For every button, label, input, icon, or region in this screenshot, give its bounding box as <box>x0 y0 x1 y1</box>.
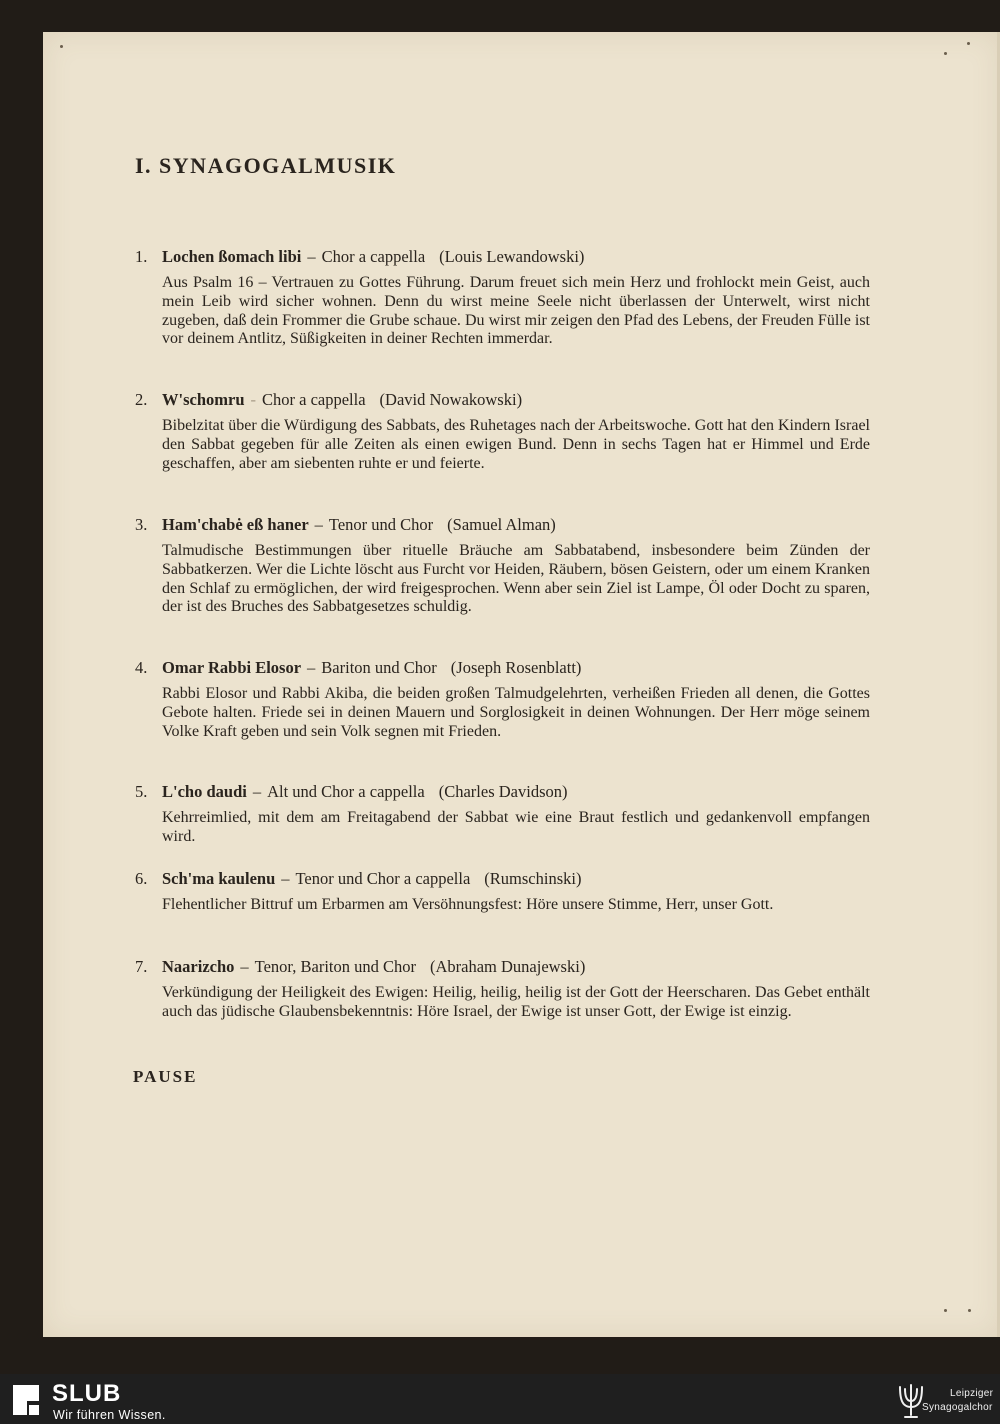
partner-name-line1[interactable]: Leipziger <box>950 1388 994 1399</box>
item-number: 2. <box>135 390 148 409</box>
dash-separator: – <box>307 247 316 266</box>
piece-title: Lochen ßomach libi <box>162 247 302 266</box>
slub-tagline: Wir führen Wissen. <box>53 1408 166 1422</box>
dash-separator: – <box>240 957 249 976</box>
piece-description: Verkündigung der Heiligkeit des Ewigen: Heilig, heilig, heilig ist der Gott der Heerscharen. Das Gebet enthält auch das jüdische Glaubensbekenntnis: Höre Israel, der Ewige ist unser Gott, der Ewige ist einzig. <box>162 984 870 1020</box>
slub-logo-icon[interactable] <box>11 1383 41 1417</box>
paper-speck <box>967 42 970 45</box>
performance-forces: Chor a cappella <box>321 247 426 266</box>
program-item <box>135 868 870 915</box>
item-number: 3. <box>135 515 148 534</box>
paper-speck <box>944 1309 947 1312</box>
program-item-header <box>135 657 870 679</box>
program-item <box>135 781 870 847</box>
slub-brand[interactable]: SLUB <box>52 1380 122 1407</box>
composer-name: (Samuel Alman) <box>447 515 556 534</box>
composer-name: (Joseph Rosenblatt) <box>450 658 582 677</box>
program-item <box>135 657 870 741</box>
program-item-header <box>135 781 870 803</box>
item-number: 7. <box>135 957 148 976</box>
composer-name: (Rumschinski) <box>484 869 582 888</box>
program-item <box>135 514 870 617</box>
performance-forces: Tenor, Bariton und Chor <box>254 957 416 976</box>
piece-title: L'cho daudi <box>162 782 247 801</box>
program-item-header <box>135 389 870 411</box>
piece-description: Aus Psalm 16 – Vertrauen zu Gottes Führung. Darum freuet sich mein Herz und frohlockt mein Geist, auch mein Leib wird sicher wohnen. Denn du wirst meine Seele nicht überlassen der Unterwelt, wirst nicht zugeben, daß dein Frommer die Grube schaue. Du wirst mir zeigen den Pfad des Lebens, der Freuden Fülle ist vor deinem Antlitz, Süßigkeiten in deiner Rechten immerdar. <box>162 274 870 348</box>
performance-forces: Tenor und Chor a cappella <box>295 869 471 888</box>
dash-separator: – <box>252 782 262 801</box>
paper-speck <box>968 1309 971 1312</box>
piece-title: W'schomru <box>162 390 245 409</box>
item-number: 4. <box>135 658 148 677</box>
piece-description: Bibelzitat über die Würdigung des Sabbats, des Ruhetages nach der Arbeitswoche. Gott hat den Kindern Israel den Sabbat gegeben für alle Zeiten als einen ewigen Bund. Denn in sechs Tagen hat er Himmel und Erde geschaffen, aber am siebenten ruhte er und feierte. <box>162 417 870 472</box>
dash-separator: - <box>250 390 256 409</box>
program-item-header <box>135 868 870 890</box>
dash-separator: – <box>307 658 316 677</box>
composer-name: (Charles Davidson) <box>438 782 568 801</box>
piece-description: Flehentlicher Bittruf um Erbarmen am Versöhnungsfest: Höre unsere Stimme, Herr, unser Gott. <box>162 896 774 913</box>
performance-forces: Bariton und Chor <box>321 658 437 677</box>
composer-name: (Louis Lewandowski) <box>439 247 585 266</box>
piece-description: Kehrreimlied, mit dem am Freitagabend der Sabbat wie eine Braut festlich und gedankenvoll empfangen wird. <box>162 809 870 845</box>
piece-description: Rabbi Elosor und Rabbi Akiba, die beiden großen Talmudgelehrten, verheißen Frieden all denen, die Gottes Gebote halten. Friede sei in deinen Mauern und Sorglosigkeit in deinen Wohnungen. Der Herr möge seinem Volke Kraft geben und sein Volk segnen mit Frieden. <box>162 685 870 740</box>
section-heading: I. SYNAGOGALMUSIK <box>135 153 397 178</box>
piece-title: Ham'chabė eß haner <box>162 515 309 534</box>
item-number: 1. <box>135 247 148 266</box>
performance-forces: Tenor und Chor <box>328 515 434 534</box>
dash-separator: – <box>281 869 290 888</box>
composer-name: (Abraham Dunajewski) <box>429 957 586 976</box>
paper-speck <box>944 52 947 55</box>
item-number: 6. <box>135 869 148 888</box>
program-item-header <box>135 956 870 978</box>
program-item <box>135 246 870 349</box>
program-item <box>135 956 870 1022</box>
paper-speck <box>60 45 63 48</box>
piece-title: Omar Rabbi Elosor <box>162 658 302 677</box>
piece-title: Naarizcho <box>162 957 235 976</box>
piece-title: Sch'ma kaulenu <box>162 869 276 888</box>
performance-forces: Alt und Chor a cappella <box>267 782 425 801</box>
pause-label: PAUSE <box>133 1067 198 1086</box>
composer-name: (David Nowakowski) <box>379 390 523 409</box>
item-number: 5. <box>135 782 148 801</box>
footer-bar <box>0 1374 1000 1424</box>
partner-name-line2[interactable]: Synagogalchor <box>922 1402 993 1413</box>
program-item-header <box>135 514 870 536</box>
menorah-logo-icon[interactable] <box>896 1377 926 1421</box>
dash-separator: – <box>314 515 323 534</box>
program-item <box>135 389 870 473</box>
program-item-header <box>135 246 870 268</box>
piece-description: Talmudische Bestimmungen über rituelle Bräuche am Sabbatabend, insbesondere beim Zünden der Sabbatkerzen. Wer die Lichte löscht aus Furcht vor Heiden, Räubern, bösen Geistern, oder um einem Kranken den Schlaf zu ermöglichen, der wird freigesprochen. Wenn aber sein Ziel ist Lampe, Öl oder Docht zu sparen, der ist des Bruches des Sabbatgesetzes schuldig. <box>162 542 870 616</box>
performance-forces: Chor a cappella <box>262 390 366 409</box>
